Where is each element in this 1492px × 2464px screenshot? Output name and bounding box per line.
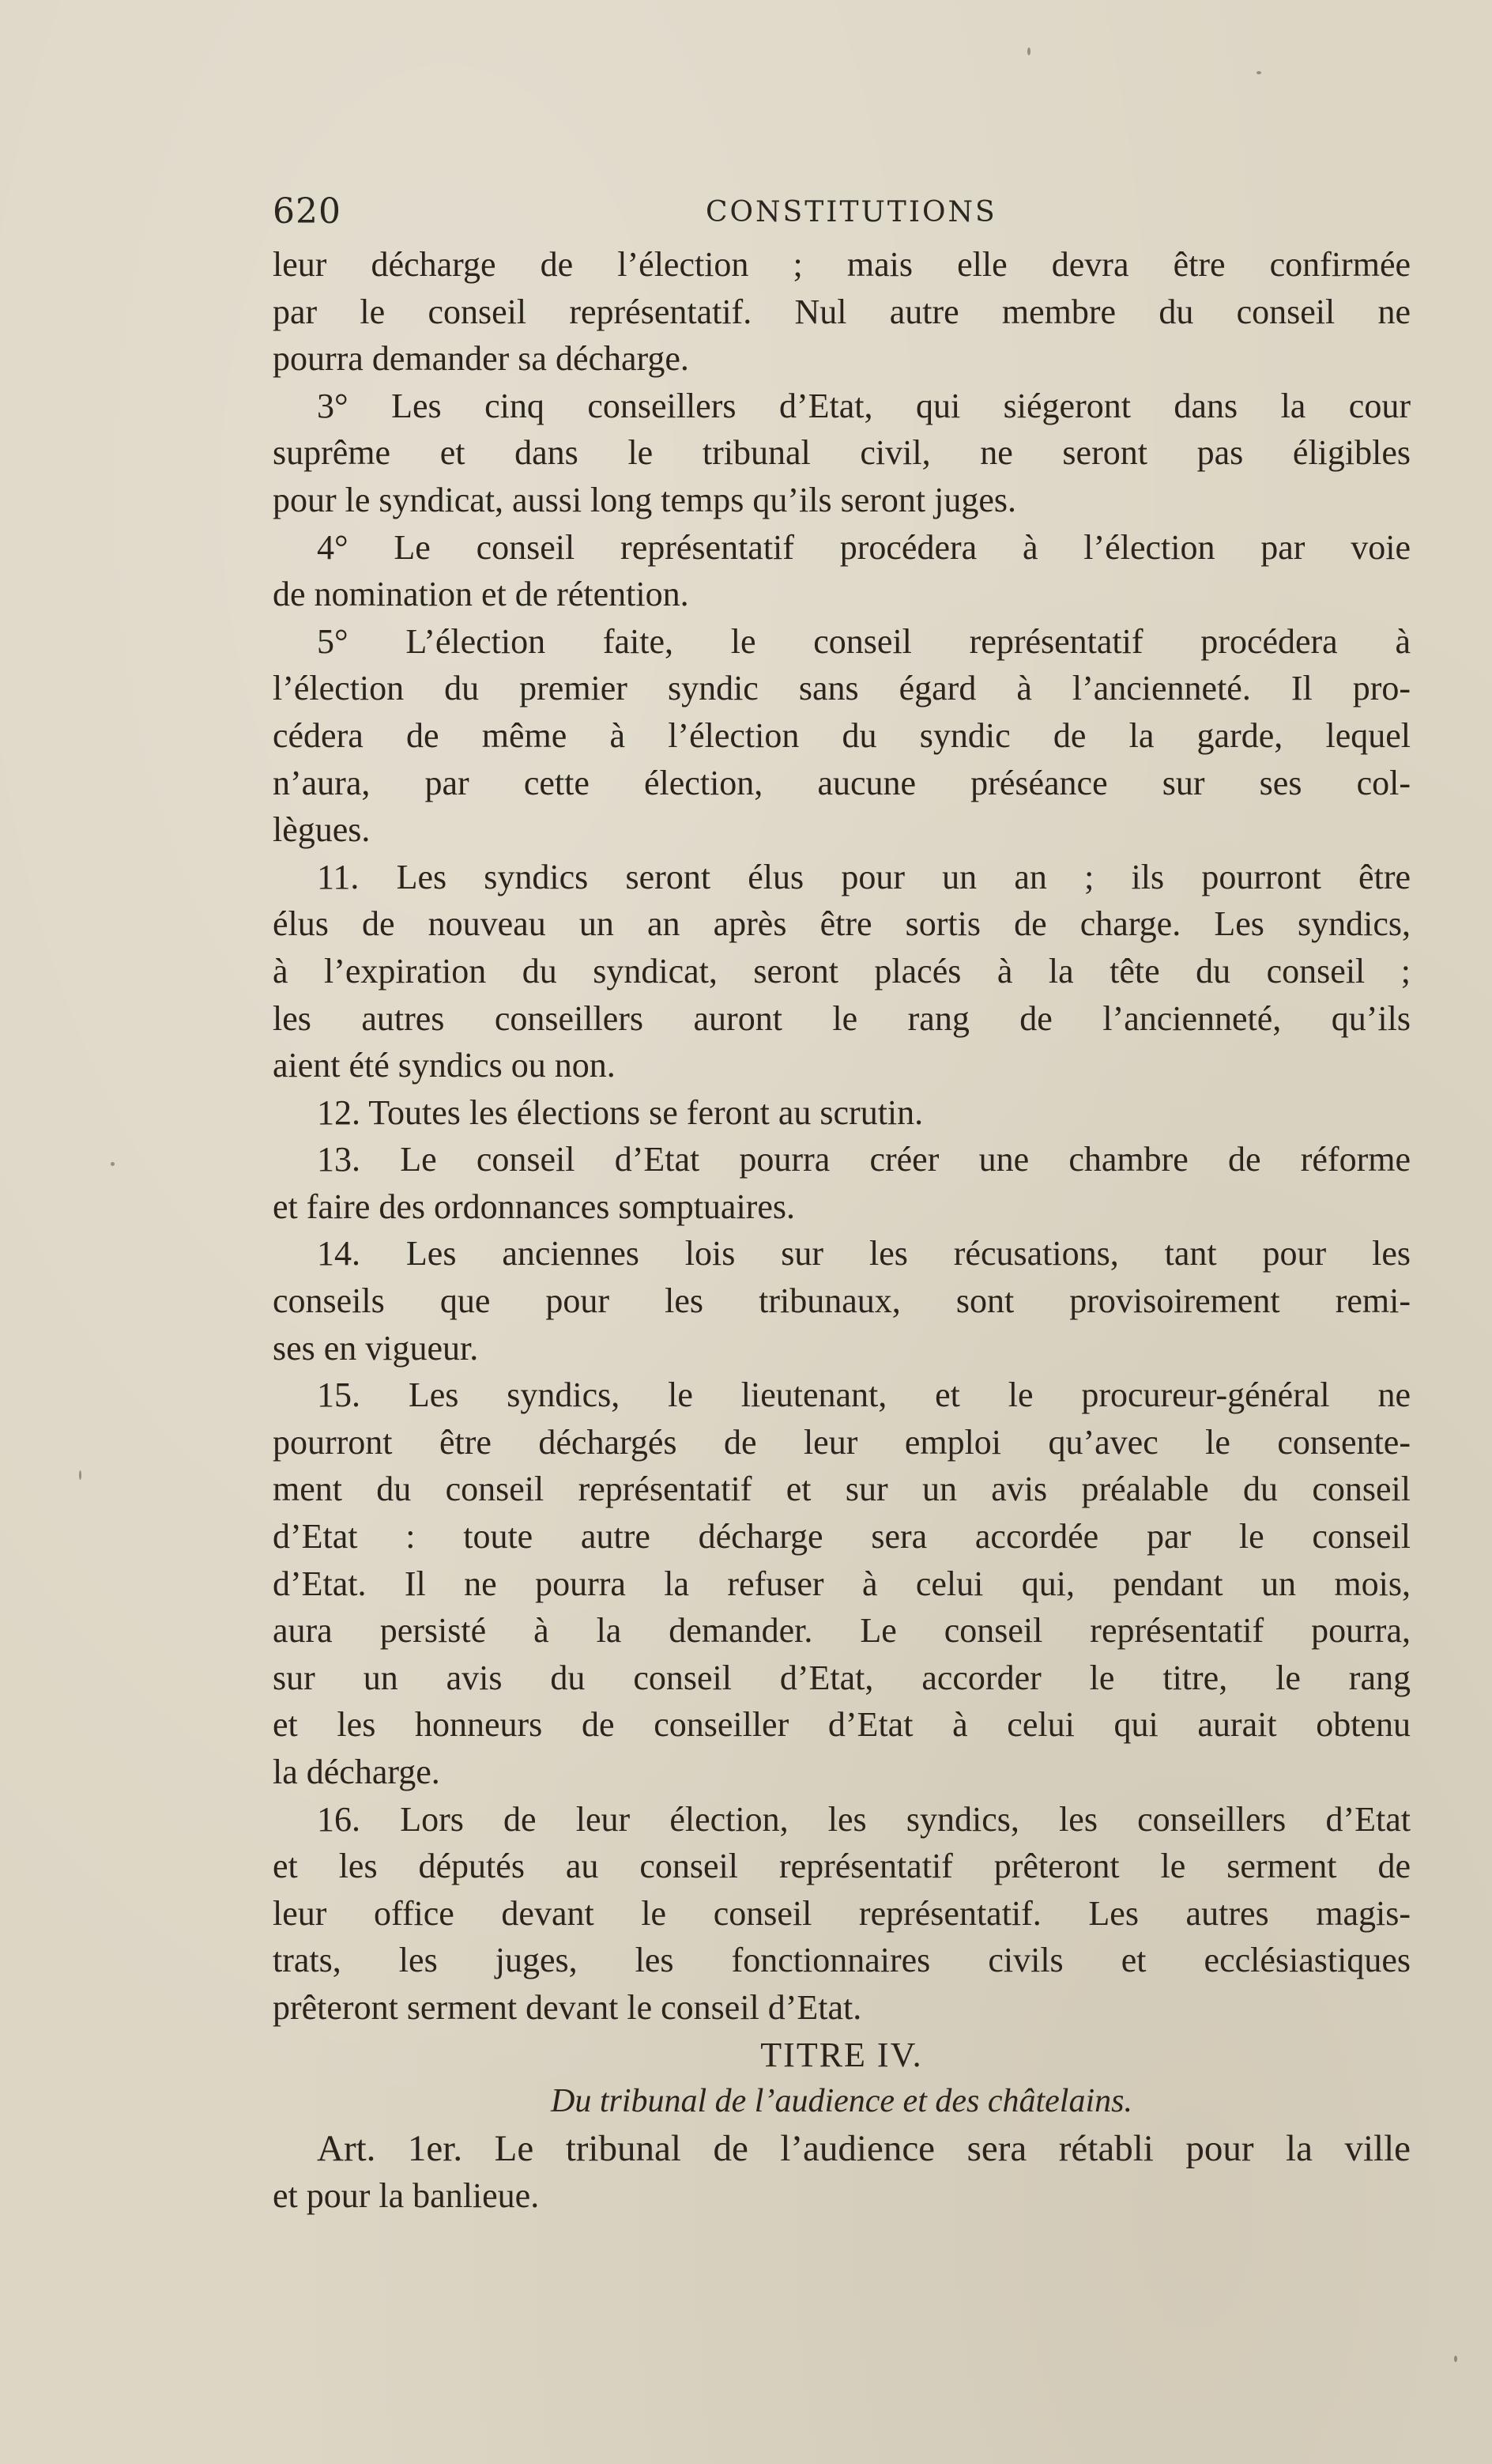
text-line: 14. Les anciennes lois sur les récusations, tant pour les xyxy=(317,1234,1411,1274)
text-line: suprême et dans le tribunal civil, ne seront pas éligibles xyxy=(273,433,1411,473)
text-line: 16. Lors de leur élection, les syndics, les conseillers d’Etat xyxy=(317,1799,1411,1839)
text-line: n’aura, par cette élection, aucune préséance sur ses col- xyxy=(273,763,1411,802)
article-line: Art. 1er. Le tribunal de l’audience sera rétabli pour la ville xyxy=(317,2127,1411,2169)
body-text xyxy=(273,241,1411,2220)
text-line: 13. Le conseil d’Etat pourra créer une chambre de réforme xyxy=(317,1140,1411,1179)
text-line: l’élection du premier syndic sans égard à l’ancienneté. Il pro- xyxy=(273,669,1411,708)
text-line: sur un avis du conseil d’Etat, accorder le titre, le rang xyxy=(273,1658,1411,1697)
text-line: et les députés au conseil représentatif prêteront le serment de xyxy=(273,1847,1411,1886)
section-title: TITRE IV. xyxy=(760,2035,923,2074)
page-number: 620 xyxy=(273,191,341,232)
text-line: pourra demander sa décharge. xyxy=(273,339,689,379)
text-line: la décharge. xyxy=(273,1753,440,1791)
paper-speck xyxy=(111,1162,115,1166)
paper-speck xyxy=(1027,47,1030,55)
text-line: et les honneurs de conseiller d’Etat à celui qui aurait obtenu xyxy=(273,1705,1411,1745)
text-line: ment du conseil représentatif et sur un avis préalable du conseil xyxy=(273,1470,1411,1509)
text-line: cédera de même à l’élection du syndic de la garde, lequel xyxy=(273,715,1411,755)
text-line: trats, les juges, les fonctionnaires civils et ecclésiastiques xyxy=(273,1941,1411,1980)
text-line: pour le syndicat, aussi long temps qu’ils seront juges. xyxy=(273,480,1016,519)
text-line: les autres conseillers auront le rang de l’ancienneté, qu’ils xyxy=(273,998,1411,1038)
text-line: 5° L’élection faite, le conseil représentatif procédera à xyxy=(317,621,1411,661)
text-line: leur office devant le conseil représentatif. Les autres magis- xyxy=(273,1893,1411,1933)
text-line: leur décharge de l’élection ; mais elle devra être confirmée xyxy=(273,245,1411,284)
text-line: 15. Les syndics, le lieutenant, et le procureur-général ne xyxy=(317,1375,1411,1415)
text-line: prêteront serment devant le conseil d’Etat. xyxy=(273,1987,862,2027)
text-line: 4° Le conseil représentatif procédera à l’élection par voie xyxy=(317,527,1411,567)
paper-speck xyxy=(1257,71,1261,74)
paper-speck xyxy=(1454,2356,1457,2362)
text-line: d’Etat. Il ne pourra la refuser à celui qui, pendant un mois, xyxy=(273,1564,1411,1603)
text-line: et pour la banlieue. xyxy=(273,2176,540,2216)
text-line: lègues. xyxy=(273,810,371,850)
text-line: par le conseil représentatif. Nul autre membre du conseil ne xyxy=(273,292,1411,331)
text-line: aura persisté à la demander. Le conseil représentatif pourra, xyxy=(273,1611,1411,1651)
paper-speck xyxy=(79,1470,81,1480)
text-line: 3° Les cinq conseillers d’Etat, qui siégeront dans la cour xyxy=(317,386,1411,425)
text-line: à l’expiration du syndicat, seront placés à la tête du conseil ; xyxy=(273,951,1411,991)
text-line: 12. Toutes les élections se feront au scrutin. xyxy=(317,1092,924,1132)
text-line: conseils que pour les tribunaux, sont provisoirement remi- xyxy=(273,1281,1411,1321)
section-subtitle: Du tribunal de l’audience et des châtelains. xyxy=(550,2083,1132,2120)
text-line: pourront être déchargés de leur emploi qu’avec le consente- xyxy=(273,1422,1411,1462)
text-line: d’Etat : toute autre décharge sera accordée par le conseil xyxy=(273,1517,1411,1557)
text-line: et faire des ordonnances somptuaires. xyxy=(273,1187,795,1226)
running-title: CONSTITUTIONS xyxy=(706,196,997,228)
text-line: aient été syndics ou non. xyxy=(273,1046,616,1085)
page-header xyxy=(273,191,1411,239)
text-line: élus de nouveau un an après être sortis de charge. Les syndics, xyxy=(273,904,1411,944)
text-line: 11. Les syndics seront élus pour un an ; ils pourront être xyxy=(317,857,1411,896)
text-line: ses en vigueur. xyxy=(273,1328,479,1368)
text-line: de nomination et de rétention. xyxy=(273,575,689,614)
